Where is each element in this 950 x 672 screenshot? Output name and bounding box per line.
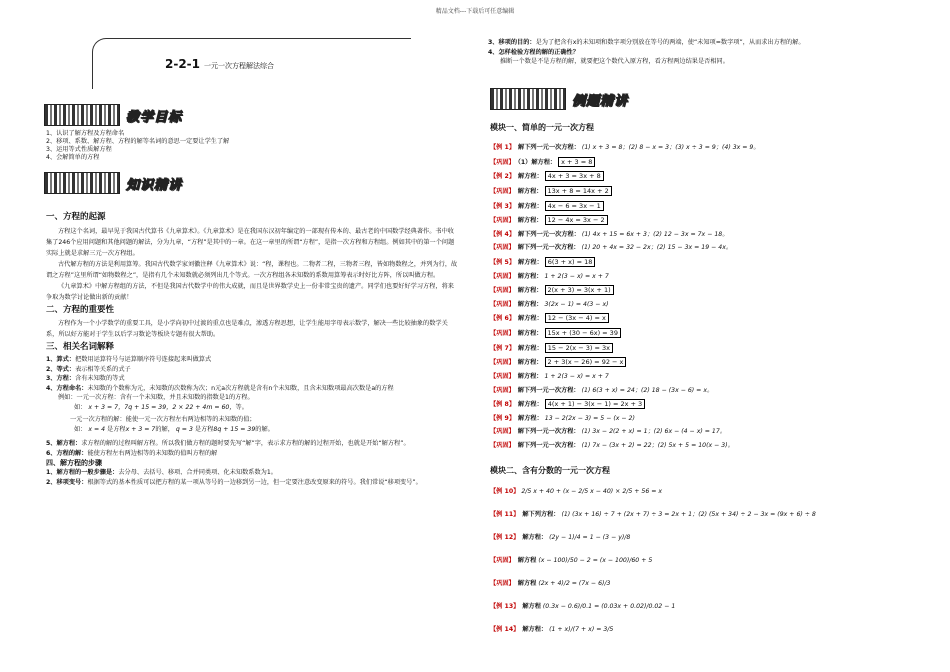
example-tag: 【巩固】 (490, 359, 515, 367)
example-label: 解方程： (518, 315, 543, 323)
example-tag: 【巩固】 (490, 158, 515, 166)
example-label: 解方程 (517, 557, 537, 564)
example-label: 解方程： (518, 344, 543, 352)
equation: 13 − 2(2x − 3) = 5 − (x − 2) (544, 414, 635, 422)
equation: 4(x + 1) − 3(x − 1) = 2x + 3 (545, 399, 645, 409)
example-row (490, 243, 920, 257)
equation: (1) 4x + 15 = 6x + 3；(2) 12 − 3x = 7x − 18。 (581, 230, 729, 238)
example-tag: 【例 9】 (490, 414, 516, 422)
example-tag: 【例 7】 (490, 344, 516, 352)
equation: 4x + 3 = 3x + 8 (545, 171, 604, 181)
example-row (490, 386, 920, 400)
example-tag: 【巩固】 (490, 272, 515, 280)
example-row (490, 230, 920, 244)
equation: (1) 6(3 + x) = 24；(2) 18 − (3x − 6) = x。 (581, 386, 714, 394)
goals-list: 1、认识了解方程及方程命名 2、移项、系数、解方程、方程的解等名词的意思一定要让学生了解 3、运用等式性质解方程 4、会解简单的方程 (46, 130, 230, 161)
equation: 1 + 2(3 − x) = x + 7 (544, 272, 609, 280)
knowledge-body: 一、方程的起源 方程这个名词，最早见于我国古代算书《九章算术》。《九章算术》是在我国东汉初年编定的一部现有传本的、最古老的中国数学经典著作。书中收集了246个应用问题和其他问题的解法，分为九章，“方程”是其中的一章。在这一章里的所谓“方程”，是指一次方程和方程组。例如其中的第一个问题实际上就是求解三元一次方程组。 古代解方程的方法是利用算筹。我国古代数学家刘徽注释《九章算术》说：“程，课程也。二物者二程，三物者三程，皆如物数程之，并列为行，故谓之方程”这里所谓“如物数程之”，是指有几个未知数就必须列出几个等式。一次方程组各未知数的系数用算筹表示时好比方阵，所以叫做方程。 《九章算术》中解方程组的方法，不但是我国古代数学中的伟大成就，而且是世界数学史上一份非常宝贵的遗产。同学们也要好好学习方程，将来争取为数学讨论做出新的贡献！ 二、方程的重要性 方程作为一个小学数学的重要工具，是小学向初中过渡的重点也是难点，渗透方程思想，让学生能用字母表示数学，解决一些比较抽象的数学关系，所以好方能对于学生以后学习数论等板块专题有很大帮助。 三、相关名词解释 1、算式：把数用运算符号与运算顺序符号连接起来叫做算式 2、等式：表示相等关系的式子 3、方程：含有未知数的等式 4、方程命名：未知数的个数称为元，未知数的次数称为次；n元a次方程就是含有n个未知数，且含未知数项最高次数是a的方程 例如：一元一次方程：含有一个未知数，并且未知数的指数是1的方程。 如： x + 3 = 7，7q + 15 = 39，2 × 22 + 4m = 60，等。 一元一次方程的解：能使一元一次方程左右两边相等的未知数的值； 如： x = 4 是方程x + 3 = 7的解， q = 3 是方程8q + 15 = 39的解。 5、解方程：求方程的解的过程叫解方程。所以我们做方程的题时要先写“解”字，表示求方程的解的过程开始，也就是开始“解方程”。 6、方程的解：能使方程左右两边相等的未知数的值叫方程的解 四、解方程的步骤 1、解方程的一般步骤是：去分母、去括号、移项、合并同类项、化未知数系数为1。 2、移项变号：根据等式的基本性质可以把方程的某一项从等号的一边移到另一边，但一定要注意改变原来的符号。我们常说“移项变号”。 (46, 212, 458, 486)
example-row (490, 272, 920, 286)
books-icon (44, 104, 120, 126)
equation: 3(2x − 1) = 4(3 − x) (544, 300, 609, 308)
example-label: 解方程： (517, 373, 543, 381)
equation: 15x + (30 − 6x) = 39 (545, 328, 621, 338)
equation: 13x + 8 = 14x + 2 (545, 186, 612, 196)
example-row (490, 600, 920, 623)
example-label: 解方程： (518, 414, 543, 422)
equation: 2 + 3(x − 26) = 92 − x (545, 357, 627, 367)
example-row (490, 257, 920, 272)
section-heading: 三、相关名词解释 (46, 342, 115, 352)
example-row (490, 485, 920, 508)
example-label: 解下列一元一次方程： (517, 441, 580, 449)
equation: 4x − 6 = 3x − 1 (545, 201, 604, 211)
books-icon (490, 88, 566, 110)
example-label: 解方程： (517, 330, 543, 337)
example-label: 解方程： (517, 300, 543, 308)
equation: (1) (3x + 16) ÷ 7 + (2x + 7) ÷ 3 = 2x + 1；(2) (5x + 34) ÷ 2 − 3x = (9x + 6) ÷ 8 (561, 511, 816, 518)
example-tag: 【巩固】 (490, 244, 515, 252)
examples-list-2 (490, 485, 920, 646)
example-row (490, 441, 920, 455)
example-row (490, 343, 920, 358)
example-row (490, 508, 920, 531)
example-row (490, 577, 920, 600)
example-label: （1）解方程： (517, 158, 557, 166)
page-header: 精品文档---下载后可任意编辑 (435, 8, 515, 15)
right-intro: 3、移项的目的：是为了把含有x的未知项和数字项分别放在等号的两端，使“未知项=数字项”，从而求出方程的解。 4、怎样检验方程的解的正确性？ 推断一个数是不是方程的解，就要把这个数代入原方程，看方程两边结果是否相同。 (488, 39, 805, 65)
equation: x + 3 = 8 (558, 157, 595, 167)
equation: 15 − 2(x − 3) = 3x (545, 343, 613, 353)
banner-knowledge: 知识精讲 (44, 172, 182, 194)
example-label: 解方程： (518, 258, 543, 266)
example-label: 解方程： (518, 401, 543, 409)
example-tag: 【例 8】 (490, 401, 516, 409)
example-tag: 【巩固】 (490, 580, 515, 587)
example-label: 解方程： (517, 359, 543, 367)
section-heading: 四、解方程的步骤 (46, 459, 102, 467)
lesson-title: 2-2-1 一元一次方程解法综合 (165, 57, 275, 71)
example-tag: 【巩固】 (490, 373, 515, 381)
equation: (2x + 4)/2 = (7x − 6)/3 (538, 580, 611, 587)
example-tag: 【例 3】 (490, 202, 516, 210)
example-tag: 【巩固】 (490, 428, 515, 436)
example-label: 解下列一元一次方程： (517, 386, 580, 394)
equation: 12 − 4x = 3x − 2 (545, 215, 608, 225)
example-row (490, 372, 920, 386)
example-tag: 【巩固】 (490, 217, 515, 225)
example-row (490, 399, 920, 414)
example-label: 解方程： (517, 287, 543, 295)
example-row (490, 414, 920, 428)
example-row (490, 285, 920, 300)
example-tag: 【巩固】 (490, 300, 515, 308)
equation: 2(x + 3) = 3(x + 1) (545, 285, 614, 295)
example-tag: 【例 2】 (490, 173, 516, 181)
example-tag: 【例 12】 (490, 534, 520, 541)
example-label: 解下列一元一次方程： (518, 230, 580, 238)
equation: (x − 100)/50 − 2 = (x − 100)/60 + 5 (538, 557, 653, 564)
example-tag: 【巩固】 (490, 441, 515, 449)
module-1-title: 模块一、简单的一元一次方程 (490, 123, 594, 132)
books-icon (44, 172, 120, 194)
example-tag: 【巩固】 (490, 330, 515, 337)
example-row (490, 143, 920, 157)
equation: (1) 20 + 4x = 32 − 2x；(2) 15 − 3x = 19 − 4x。 (581, 244, 733, 252)
banner-goals: 教学目标 (44, 104, 182, 126)
example-row (490, 328, 920, 343)
title-frame (92, 38, 411, 89)
example-label: 解方程： (517, 187, 543, 195)
equation: 6(3 + x) = 18 (545, 257, 596, 267)
example-tag: 【例 14】 (490, 626, 520, 633)
example-label: 解方程： (522, 626, 548, 633)
equation: (1) x + 3 = 8；(2) 8 − x = 3；(3) x ÷ 3 = 9；(4) 3x = 9。 (581, 144, 760, 151)
example-row (490, 157, 920, 172)
equation: 1 + 2(3 − x) = x + 7 (544, 373, 609, 381)
example-tag: 【巩固】 (490, 287, 515, 295)
example-label: 解方程： (522, 534, 548, 541)
example-tag: 【巩固】 (490, 557, 515, 564)
example-tag: 【例 1】 (490, 144, 516, 151)
example-label: 解方程： (518, 173, 543, 181)
example-row (490, 554, 920, 577)
equation: 2/5 x + 40 + (x − 2/5 x − 40) × 2/5 + 56 = x (521, 488, 663, 495)
example-label: 解下列方程： (522, 511, 560, 518)
equation: 12 − (3x − 4) = x (545, 313, 609, 323)
module-2-title: 模块二、含有分数的一元一次方程 (490, 466, 610, 475)
example-tag: 【例 10】 (490, 488, 520, 495)
equation: (1) 7x − (3x + 2) = 22；(2) 5x + 5 = 10(x − 3)。 (581, 441, 734, 449)
example-row (490, 215, 920, 230)
example-row (490, 313, 920, 328)
example-row (490, 623, 920, 646)
example-label: 解方程： (518, 202, 543, 210)
section-heading: 一、方程的起源 (46, 212, 106, 222)
example-row (490, 171, 920, 186)
example-label: 解方程 (522, 603, 541, 610)
equation: (2y − 1)/4 = 1 − (3 − y)/8 (549, 534, 631, 541)
example-row (490, 201, 920, 216)
example-tag: 【例 13】 (490, 603, 520, 610)
section-heading: 二、方程的重要性 (46, 305, 115, 315)
example-tag: 【例 6】 (490, 315, 516, 323)
example-tag: 【例 11】 (490, 511, 520, 518)
example-row (490, 531, 920, 554)
example-label: 解方程： (517, 272, 543, 280)
example-label: 解下列一元一次方程： (517, 244, 580, 252)
example-label: 解方程 (517, 580, 537, 587)
example-row (490, 300, 920, 314)
example-label: 解下列一元一次方程： (517, 428, 580, 436)
banner-examples: 例题精讲 (490, 88, 628, 110)
example-tag: 【巩固】 (490, 187, 515, 195)
example-row (490, 357, 920, 372)
equation: (1 + x)/(7 + x) = 3/5 (549, 626, 614, 633)
example-tag: 【例 4】 (490, 230, 516, 238)
example-tag: 【例 5】 (490, 258, 516, 266)
example-label: 解方程： (517, 217, 543, 225)
example-row (490, 427, 920, 441)
examples-list (490, 143, 920, 454)
equation: (1) 3x − 2(2 + x) = 1；(2) 6x − (4 − x) = 17。 (581, 428, 726, 436)
example-label: 解下列一元一次方程： (518, 144, 580, 151)
example-tag: 【巩固】 (490, 386, 515, 394)
example-row (490, 186, 920, 201)
equation: (0.3x − 0.6)/0.1 = (0.03x + 0.02)/0.02 − 1 (542, 603, 676, 610)
